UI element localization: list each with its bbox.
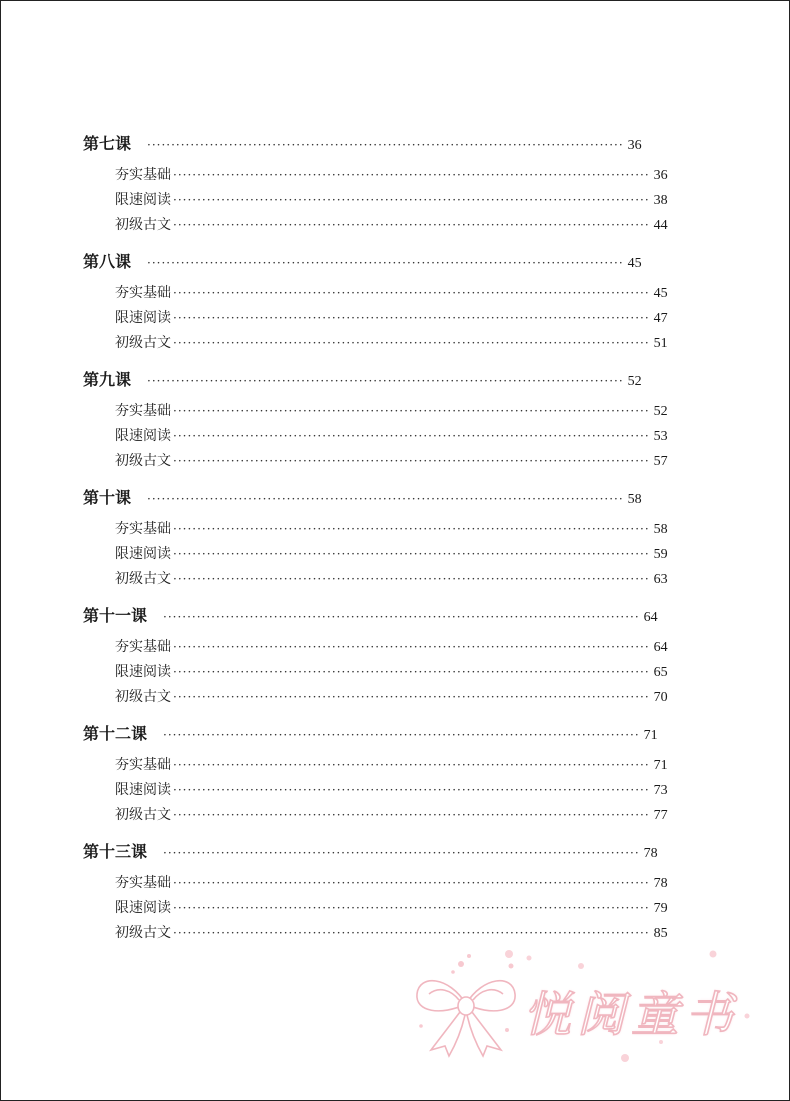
dot-leader: ··································································································· [147,492,624,506]
dot-leader: ··································································································· [173,640,650,654]
toc-entry[interactable] [115,754,668,774]
dot-leader: ··································································································· [173,286,650,300]
page-number: 77 [653,808,668,823]
toc-lesson-heading[interactable] [83,131,642,154]
entry-title: 限速阅读 [115,546,171,562]
page-number: 79 [653,901,668,916]
lesson-title: 第八课 [83,252,132,271]
page-number: 78 [643,846,658,861]
page-number: 73 [653,783,668,798]
entry-title: 限速阅读 [115,900,171,916]
toc-entry[interactable] [115,214,668,234]
entry-title: 夯实基础 [115,757,171,773]
watermark-text: 悦阅童书 [523,987,740,1043]
page-number: 59 [653,547,668,562]
entry-title: 初级古文 [115,689,171,705]
page-number: 36 [627,138,642,153]
entry-title: 限速阅读 [115,428,171,444]
dot-leader: ··································································································· [173,665,650,679]
lesson-title: 第九课 [83,370,132,389]
toc-entry[interactable] [115,661,668,681]
dot-leader: ··································································································· [173,404,650,418]
toc-lesson-heading[interactable] [83,603,658,626]
page-number: 58 [653,522,668,537]
entry-title: 限速阅读 [115,782,171,798]
page-number: 70 [653,690,668,705]
toc-entry[interactable] [115,164,668,184]
dot-leader: ··································································································· [173,876,650,890]
page-number: 44 [653,218,668,233]
dot-leader: ··································································································· [173,783,650,797]
toc-entry[interactable] [115,872,668,892]
dot-leader: ··································································································· [173,454,650,468]
dot-leader: ··································································································· [173,758,650,772]
toc-lesson-heading[interactable] [83,839,658,862]
toc-lesson-heading[interactable] [83,367,642,390]
toc-entry[interactable] [115,568,668,588]
dot-leader: ··································································································· [173,429,650,443]
toc-entry[interactable] [115,543,668,563]
dot-leader: ··································································································· [173,218,650,232]
entry-title: 限速阅读 [115,664,171,680]
dot-leader: ··································································································· [163,728,640,742]
toc-lesson-heading[interactable] [83,249,642,272]
entry-title: 夯实基础 [115,285,171,301]
toc-entry[interactable] [115,897,668,917]
entry-title: 初级古文 [115,925,171,941]
dot-leader: ··································································································· [173,901,650,915]
toc-entry[interactable] [115,282,668,302]
entry-title: 限速阅读 [115,192,171,208]
dot-leader: ··································································································· [173,547,650,561]
page-number: 78 [653,876,668,891]
toc-entry[interactable] [115,400,668,420]
dot-leader: ··································································································· [173,311,650,325]
page-number: 53 [653,429,668,444]
page-number: 57 [653,454,668,469]
page-number: 45 [627,256,642,271]
toc-entry[interactable] [115,332,668,352]
dot-leader: ··································································································· [147,374,624,388]
toc-entry[interactable] [115,922,668,942]
page-number: 52 [627,374,642,389]
lesson-title: 第十三课 [83,842,148,861]
entry-title: 初级古文 [115,335,171,351]
dot-leader: ··································································································· [173,808,650,822]
entry-title: 夯实基础 [115,521,171,537]
toc-entry[interactable] [115,779,668,799]
lesson-title: 第七课 [83,134,132,153]
page-number: 85 [653,926,668,941]
page-number: 71 [653,758,668,773]
dot-leader: ··································································································· [173,926,650,940]
page-number: 47 [653,311,668,326]
page-number: 45 [653,286,668,301]
page-number: 51 [653,336,668,351]
entry-title: 夯实基础 [115,167,171,183]
page-number: 64 [643,610,658,625]
toc-entry[interactable] [115,450,668,470]
toc-lesson-heading[interactable] [83,485,642,508]
dot-leader: ··································································································· [163,846,640,860]
toc-entry[interactable] [115,518,668,538]
toc-lesson-heading[interactable] [83,721,658,744]
page-number: 64 [653,640,668,655]
dot-leader: ··································································································· [173,572,650,586]
page-number: 38 [653,193,668,208]
watermark [411,946,761,1066]
toc-entry[interactable] [115,686,668,706]
dot-leader: ··································································································· [163,610,640,624]
lesson-title: 第十二课 [83,724,148,743]
entry-title: 初级古文 [115,571,171,587]
dot-leader: ··································································································· [173,522,650,536]
entry-title: 初级古文 [115,453,171,469]
toc-entry[interactable] [115,189,668,209]
entry-title: 限速阅读 [115,310,171,326]
dot-leader: ··································································································· [173,168,650,182]
toc-entry[interactable] [115,804,668,824]
dot-leader: ··································································································· [173,690,650,704]
lesson-title: 第十一课 [83,606,148,625]
page-number: 63 [653,572,668,587]
page-number: 71 [643,728,658,743]
dot-leader: ··································································································· [173,193,650,207]
toc-entry[interactable] [115,307,668,327]
lesson-title: 第十课 [83,488,132,507]
entry-title: 初级古文 [115,807,171,823]
toc-entry[interactable] [115,636,668,656]
entry-title: 夯实基础 [115,639,171,655]
page-number: 58 [627,492,642,507]
dot-leader: ··································································································· [173,336,650,350]
entry-title: 初级古文 [115,217,171,233]
entry-title: 夯实基础 [115,875,171,891]
page-number: 52 [653,404,668,419]
entry-title: 夯实基础 [115,403,171,419]
page-number: 36 [653,168,668,183]
page-number: 65 [653,665,668,680]
toc-entry[interactable] [115,425,668,445]
dot-leader: ··································································································· [147,256,624,270]
dot-leader: ··································································································· [147,138,624,152]
